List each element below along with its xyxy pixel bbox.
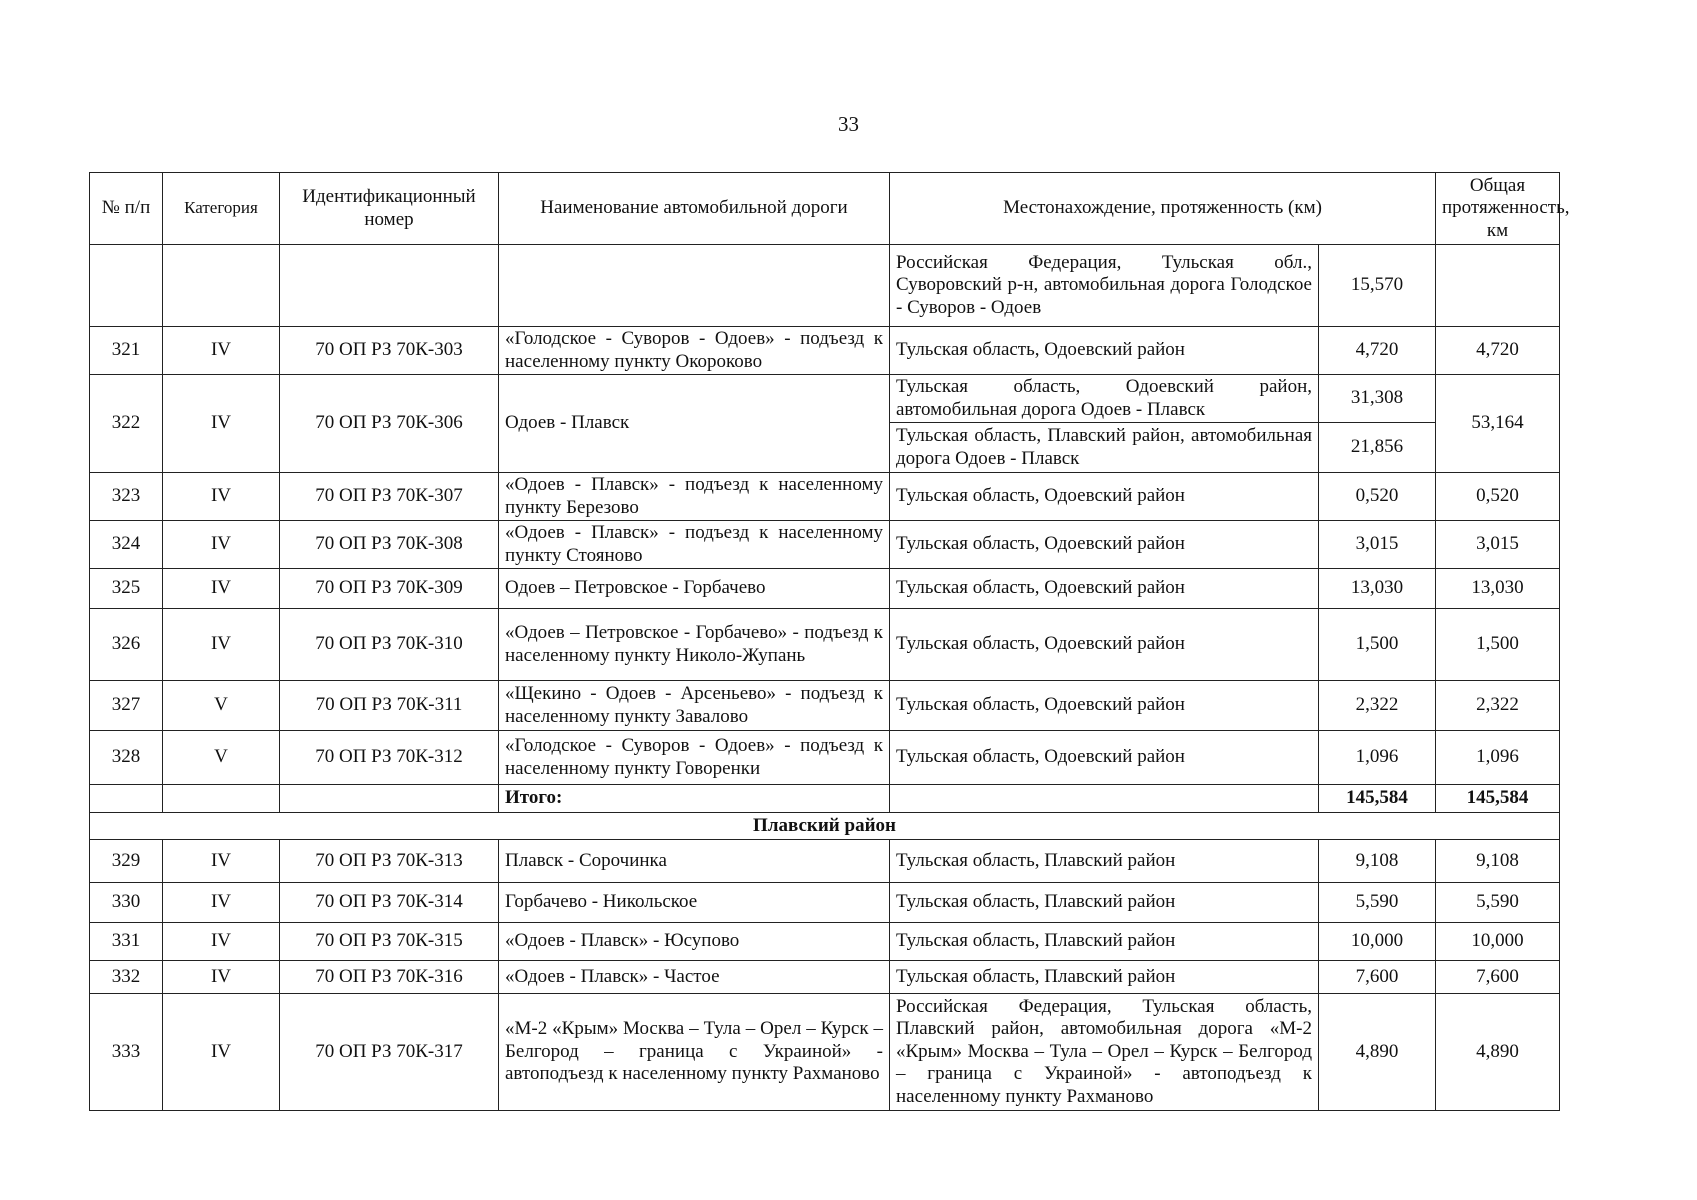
location-cell: Тульская область, Одоевский район	[890, 521, 1319, 569]
id-cell: 70 ОП РЗ 70К-311	[280, 681, 499, 731]
total-row	[90, 785, 1560, 813]
section-title: Плавский район	[90, 813, 1560, 840]
table-row	[90, 994, 1560, 1111]
num-cell: 323	[90, 473, 163, 521]
table-row	[90, 883, 1560, 923]
location-cell: Тульская область, Плавский район	[890, 961, 1319, 994]
category-cell: IV	[163, 961, 280, 994]
category-cell: IV	[163, 569, 280, 609]
table-row	[90, 375, 1560, 423]
length-cell: 2,322	[1319, 681, 1436, 731]
header-location: Местонахождение, протяженность (км)	[890, 173, 1436, 245]
empty-cell	[1436, 245, 1560, 327]
category-cell: IV	[163, 327, 280, 375]
location-cell: Тульская область, Плавский район, автомобильная дорога Одоев - Плавск	[890, 423, 1319, 473]
num-cell: 322	[90, 375, 163, 473]
road-name-cell: «М-2 «Крым» Москва – Тула – Орел – Курск – Белгород – граница с Украиной» - автоподъезд к населенному пункту Рахманово	[499, 994, 890, 1111]
road-name-cell: Плавск - Сорочинка	[499, 840, 890, 883]
total-cell: 1,500	[1436, 609, 1560, 681]
total-sum-value: 145,584	[1436, 785, 1560, 813]
category-cell: IV	[163, 375, 280, 473]
length-cell: 0,520	[1319, 473, 1436, 521]
length-cell: 21,856	[1319, 423, 1436, 473]
header-category: Категория	[163, 173, 280, 245]
location-cell: Российская Федерация, Тульская область, Плавский район, автомобильная дорога «М-2 «Крым» Москва – Тула – Орел – Курск – Белгород – граница с Украиной» - автоподъезд к населенному пункту Рахманово	[890, 994, 1319, 1111]
num-cell: 329	[90, 840, 163, 883]
category-cell: IV	[163, 923, 280, 961]
category-cell: V	[163, 731, 280, 785]
num-cell: 332	[90, 961, 163, 994]
total-cell: 3,015	[1436, 521, 1560, 569]
length-cell: 1,500	[1319, 609, 1436, 681]
table-row	[90, 327, 1560, 375]
header-total-length: Общая протяженность, км	[1436, 173, 1560, 245]
table-row	[90, 681, 1560, 731]
location-cell: Тульская область, Одоевский район	[890, 609, 1319, 681]
num-cell: 330	[90, 883, 163, 923]
length-cell: 31,308	[1319, 375, 1436, 423]
category-cell: IV	[163, 883, 280, 923]
road-name-cell: Горбачево - Никольское	[499, 883, 890, 923]
location-cell: Тульская область, Одоевский район	[890, 327, 1319, 375]
total-cell: 5,590	[1436, 883, 1560, 923]
total-cell: 9,108	[1436, 840, 1560, 883]
length-cell: 7,600	[1319, 961, 1436, 994]
num-cell: 328	[90, 731, 163, 785]
table-row	[90, 569, 1560, 609]
location-cell: Тульская область, Одоевский район	[890, 731, 1319, 785]
length-cell: 9,108	[1319, 840, 1436, 883]
location-cell: Тульская область, Плавский район	[890, 840, 1319, 883]
id-cell: 70 ОП РЗ 70К-309	[280, 569, 499, 609]
length-cell: 5,590	[1319, 883, 1436, 923]
table-row	[90, 609, 1560, 681]
road-name-cell: «Одоев - Плавск» - подъезд к населенному пункту Стояново	[499, 521, 890, 569]
id-cell: 70 ОП РЗ 70К-303	[280, 327, 499, 375]
total-cell: 4,890	[1436, 994, 1560, 1111]
total-cell: 2,322	[1436, 681, 1560, 731]
roads-table	[89, 172, 1570, 1111]
id-cell: 70 ОП РЗ 70К-307	[280, 473, 499, 521]
table-row	[90, 521, 1560, 569]
header-road-name: Наименование автомобильной дороги	[499, 173, 890, 245]
length-cell: 15,570	[1319, 245, 1436, 327]
empty-cell	[90, 785, 163, 813]
location-cell: Российская Федерация, Тульская обл., Суворовский р-н, автомобильная дорога Голодское - Суворов - Одоев	[890, 245, 1319, 327]
table-row	[90, 840, 1560, 883]
length-cell: 4,890	[1319, 994, 1436, 1111]
location-cell: Тульская область, Плавский район	[890, 883, 1319, 923]
total-cell: 53,164	[1436, 375, 1560, 473]
total-cell: 7,600	[1436, 961, 1560, 994]
table-row	[90, 961, 1560, 994]
empty-cell	[163, 245, 280, 327]
location-cell: Тульская область, Одоевский район	[890, 681, 1319, 731]
empty-cell	[499, 245, 890, 327]
table-row	[90, 731, 1560, 785]
id-cell: 70 ОП РЗ 70К-310	[280, 609, 499, 681]
empty-cell	[280, 785, 499, 813]
num-cell: 333	[90, 994, 163, 1111]
num-cell: 327	[90, 681, 163, 731]
header-id-number: Идентификационный номер	[280, 173, 499, 245]
total-cell: 0,520	[1436, 473, 1560, 521]
header-row	[90, 173, 1560, 245]
total-cell: 1,096	[1436, 731, 1560, 785]
category-cell: IV	[163, 840, 280, 883]
location-cell: Тульская область, Плавский район	[890, 923, 1319, 961]
section-header-row	[90, 813, 1560, 840]
empty-cell	[90, 245, 163, 327]
total-cell: 4,720	[1436, 327, 1560, 375]
empty-cell	[890, 785, 1319, 813]
id-cell: 70 ОП РЗ 70К-308	[280, 521, 499, 569]
category-cell: IV	[163, 994, 280, 1111]
road-name-cell: «Щекино - Одоев - Арсеньево» - подъезд к населенному пункту Завалово	[499, 681, 890, 731]
category-cell: V	[163, 681, 280, 731]
road-name-cell: «Одоев - Плавск» - подъезд к населенному пункту Березово	[499, 473, 890, 521]
id-cell: 70 ОП РЗ 70К-317	[280, 994, 499, 1111]
road-name-cell: «Одоев - Плавск» - Юсупово	[499, 923, 890, 961]
id-cell: 70 ОП РЗ 70К-315	[280, 923, 499, 961]
road-name-cell: «Голодское - Суворов - Одоев» - подъезд к населенному пункту Окороково	[499, 327, 890, 375]
category-cell: IV	[163, 609, 280, 681]
id-cell: 70 ОП РЗ 70К-313	[280, 840, 499, 883]
length-cell: 1,096	[1319, 731, 1436, 785]
category-cell: IV	[163, 521, 280, 569]
road-name-cell: Одоев - Плавск	[499, 375, 890, 473]
location-cell: Тульская область, Одоевский район, автомобильная дорога Одоев - Плавск	[890, 375, 1319, 423]
empty-cell	[163, 785, 280, 813]
id-cell: 70 ОП РЗ 70К-306	[280, 375, 499, 473]
continuation-row	[90, 245, 1560, 327]
table-row	[90, 923, 1560, 961]
length-cell: 3,015	[1319, 521, 1436, 569]
length-cell: 10,000	[1319, 923, 1436, 961]
total-cell: 13,030	[1436, 569, 1560, 609]
road-name-cell: «Одоев – Петровское - Горбачево» - подъезд к населенному пункту Николо-Жупань	[499, 609, 890, 681]
id-cell: 70 ОП РЗ 70К-316	[280, 961, 499, 994]
num-cell: 324	[90, 521, 163, 569]
page-number: 33	[838, 112, 859, 136]
total-cell: 10,000	[1436, 923, 1560, 961]
location-cell: Тульская область, Одоевский район	[890, 473, 1319, 521]
length-cell: 13,030	[1319, 569, 1436, 609]
id-cell: 70 ОП РЗ 70К-312	[280, 731, 499, 785]
category-cell: IV	[163, 473, 280, 521]
road-name-cell: «Одоев - Плавск» - Частое	[499, 961, 890, 994]
road-name-cell: Одоев – Петровское - Горбачево	[499, 569, 890, 609]
total-length-value: 145,584	[1319, 785, 1436, 813]
total-label: Итого:	[499, 785, 890, 813]
num-cell: 321	[90, 327, 163, 375]
num-cell: 331	[90, 923, 163, 961]
id-cell: 70 ОП РЗ 70К-314	[280, 883, 499, 923]
num-cell: 326	[90, 609, 163, 681]
road-name-cell: «Голодское - Суворов - Одоев» - подъезд к населенному пункту Говоренки	[499, 731, 890, 785]
empty-cell	[280, 245, 499, 327]
header-num: № п/п	[90, 173, 163, 245]
location-cell: Тульская область, Одоевский район	[890, 569, 1319, 609]
num-cell: 325	[90, 569, 163, 609]
table-row	[90, 473, 1560, 521]
length-cell: 4,720	[1319, 327, 1436, 375]
